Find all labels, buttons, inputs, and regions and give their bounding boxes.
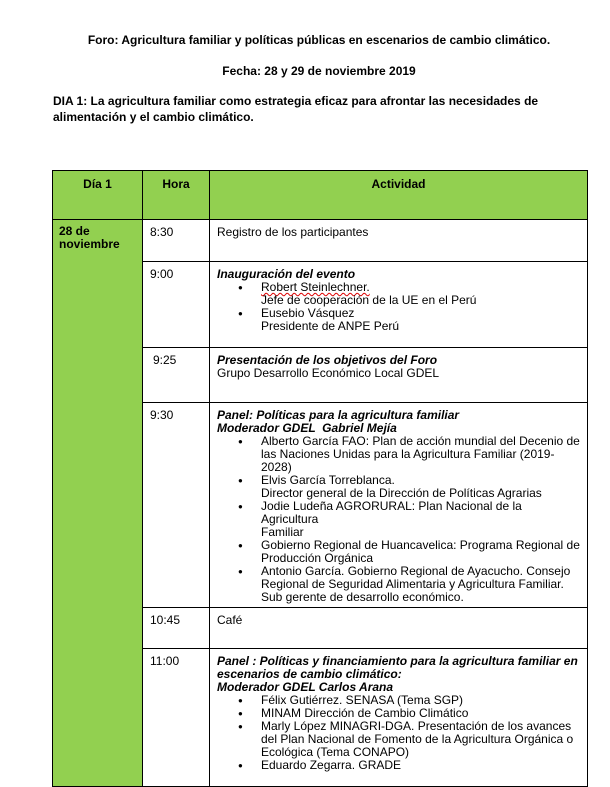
- list-item: [217, 474, 581, 500]
- document-title: Foro: Agricultura familiar y políticas públicas en escenarios de cambio climático.: [87, 33, 551, 47]
- list-item-line: ● Jodie Ludeña AGRORURAL: Plan Nacional de la Agricultura: [261, 499, 522, 526]
- hour-cell: 8:30: [143, 220, 210, 262]
- table-row: [53, 220, 588, 262]
- activity-title: Panel: Políticas para la agricultura familiar: [217, 408, 460, 422]
- activity-cell: [210, 403, 588, 608]
- list-item-line: ● Antonio García. Gobierno Regional de Ayacucho. Consejo: [261, 564, 571, 578]
- hour-cell: 9:00: [143, 262, 210, 348]
- list-item: [217, 307, 581, 333]
- list-item: [217, 759, 581, 772]
- day-heading: DIA 1: La agricultura familiar como estrategia eficaz para afrontar las necesidades de alimentación y el cambio climático.: [53, 94, 539, 124]
- activity-line: Grupo Desarrollo Económico Local GDEL: [217, 366, 440, 380]
- list-item: [217, 281, 581, 307]
- list-item-line: Robert Steinlechner.: [261, 280, 370, 294]
- agenda-table: [52, 170, 588, 787]
- activity-cell: [210, 220, 588, 262]
- activity-cell: [210, 262, 588, 348]
- hour-cell: 10:45: [143, 608, 210, 649]
- list-item-line: Familiar: [261, 525, 304, 539]
- list-item-line: ● Félix Gutiérrez. SENASA (Tema SGP): [261, 693, 464, 707]
- list-item: [217, 539, 581, 565]
- document-date: Fecha: 28 y 29 de noviembre 2019: [222, 64, 416, 78]
- list-item-line: Producción Orgánica: [261, 551, 374, 565]
- list-item-line: 2028): [261, 460, 292, 474]
- activity-title: Presentación de los objetivos del Foro: [217, 353, 438, 367]
- hour-cell: 11:00: [143, 649, 210, 787]
- list-item-line: ● Alberto García FAO: Plan de acción mundial del Decenio de: [261, 434, 580, 448]
- activity-title-continued: escenarios de cambio climático:: [217, 667, 402, 681]
- table-header-row: [53, 171, 588, 220]
- hour-cell: 9:25: [143, 348, 210, 403]
- activity-line: Café: [217, 613, 243, 627]
- list-item-line: ● Gobierno Regional de Huancavelica: Programa Regional de: [261, 538, 580, 552]
- list-item: [217, 565, 581, 604]
- moderator-line: Moderador GDEL Gabriel Mejía: [217, 421, 397, 435]
- list-item-line: las Naciones Unidas para la Agricultura Familiar (2019-: [261, 447, 555, 461]
- header-activity: Actividad: [210, 171, 588, 220]
- list-item-line: ● Elvis García Torreblanca.: [261, 473, 395, 487]
- list-item-line: del Plan Nacional de Fomento de la Agricultura Orgánica o: [261, 732, 574, 746]
- list-item-line: ● Eduardo Zegarra. GRADE: [261, 758, 402, 772]
- header-day: Día 1: [53, 171, 143, 220]
- speaker-list: [217, 694, 581, 772]
- list-item-line: Sub gerente de desarrollo económico.: [261, 590, 464, 604]
- list-item-line: Jefe de cooperación de la UE en el Perú: [261, 293, 477, 307]
- list-item-line: ● Eusebio Vásquez: [261, 306, 355, 320]
- list-item-line: Presidente de ANPE Perú: [261, 319, 400, 333]
- activity-cell: [210, 348, 588, 403]
- moderator-line: Moderador GDEL Carlos Arana: [217, 680, 394, 694]
- list-item-line: Director general de la Dirección de Políticas Agrarias: [261, 486, 542, 500]
- speaker-list: [217, 435, 581, 604]
- list-item: [217, 435, 581, 474]
- activity-title: Inauguración del evento: [217, 267, 356, 281]
- activity-cell: [210, 649, 588, 787]
- speaker-list: [217, 281, 581, 333]
- activity-title: Panel : Políticas y financiamiento para la agricultura familiar en: [217, 654, 578, 668]
- list-item: [217, 500, 581, 539]
- header-hour: Hora: [143, 171, 210, 220]
- activity-cell: [210, 608, 588, 649]
- activity-line: Registro de los participantes: [217, 225, 369, 239]
- list-item-line: Regional de Seguridad Alimentaria y Agricultura Familiar.: [261, 577, 564, 591]
- list-item-line: Ecológica (Tema CONAPO): [261, 745, 410, 759]
- list-item-line: ● MINAM Dirección de Cambio Climático: [261, 706, 469, 720]
- hour-cell: 9:30: [143, 403, 210, 608]
- list-item: [217, 720, 581, 759]
- list-item-line: ● Marly López MINAGRI-DGA. Presentación de los avances: [261, 719, 572, 733]
- day-cell: 28 de noviembre: [53, 220, 143, 787]
